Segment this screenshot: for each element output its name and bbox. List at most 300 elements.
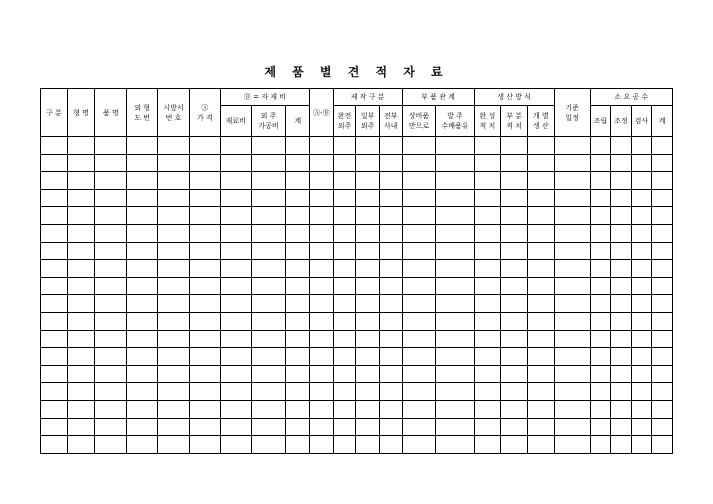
table-cell[interactable] [127,348,158,366]
table-cell[interactable] [333,224,356,242]
table-cell[interactable] [41,189,68,207]
table-cell[interactable] [527,224,554,242]
table-cell[interactable] [402,172,436,190]
table-cell[interactable] [631,383,652,401]
table-cell[interactable] [436,383,474,401]
table-cell[interactable] [436,277,474,295]
table-cell[interactable] [158,242,190,260]
table-cell[interactable] [333,242,356,260]
table-cell[interactable] [189,330,220,348]
table-cell[interactable] [402,189,436,207]
table-cell[interactable] [356,189,380,207]
table-cell[interactable] [310,260,334,278]
table-cell[interactable] [611,365,632,383]
table-cell[interactable] [251,436,286,454]
table-cell[interactable] [251,242,286,260]
table-cell[interactable] [554,242,590,260]
table-cell[interactable] [310,348,334,366]
table-cell[interactable] [310,172,334,190]
table-cell[interactable] [220,277,251,295]
table-cell[interactable] [251,400,286,418]
table-cell[interactable] [67,137,95,155]
table-cell[interactable] [501,207,528,225]
table-cell[interactable] [286,383,310,401]
table-cell[interactable] [611,154,632,172]
table-cell[interactable] [158,189,190,207]
table-cell[interactable] [220,137,251,155]
table-cell[interactable] [127,383,158,401]
table-cell[interactable] [220,260,251,278]
table-cell[interactable] [158,154,190,172]
table-cell[interactable] [67,189,95,207]
table-cell[interactable] [67,365,95,383]
table-cell[interactable] [590,348,611,366]
table-cell[interactable] [127,365,158,383]
table-cell[interactable] [158,400,190,418]
table-cell[interactable] [158,383,190,401]
table-cell[interactable] [402,312,436,330]
table-cell[interactable] [474,224,501,242]
table-cell[interactable] [251,154,286,172]
table-cell[interactable] [474,312,501,330]
table-cell[interactable] [474,207,501,225]
table-cell[interactable] [189,295,220,313]
table-cell[interactable] [95,224,127,242]
table-cell[interactable] [189,418,220,436]
table-cell[interactable] [379,260,402,278]
table-cell[interactable] [67,207,95,225]
table-cell[interactable] [220,189,251,207]
table-cell[interactable] [652,154,673,172]
table-cell[interactable] [189,436,220,454]
table-cell[interactable] [356,154,380,172]
table-cell[interactable] [652,242,673,260]
table-cell[interactable] [286,172,310,190]
table-cell[interactable] [402,365,436,383]
table-cell[interactable] [67,277,95,295]
table-cell[interactable] [527,189,554,207]
table-cell[interactable] [41,383,68,401]
table-cell[interactable] [67,383,95,401]
table-cell[interactable] [220,154,251,172]
table-cell[interactable] [436,295,474,313]
table-cell[interactable] [527,260,554,278]
table-cell[interactable] [402,277,436,295]
table-cell[interactable] [251,348,286,366]
table-cell[interactable] [127,436,158,454]
table-cell[interactable] [95,400,127,418]
table-cell[interactable] [379,242,402,260]
table-cell[interactable] [67,348,95,366]
table-cell[interactable] [554,348,590,366]
table-cell[interactable] [474,400,501,418]
table-cell[interactable] [474,189,501,207]
table-cell[interactable] [158,172,190,190]
table-cell[interactable] [189,207,220,225]
table-cell[interactable] [333,418,356,436]
table-cell[interactable] [333,207,356,225]
table-cell[interactable] [611,207,632,225]
table-cell[interactable] [590,154,611,172]
table-cell[interactable] [333,400,356,418]
table-cell[interactable] [189,189,220,207]
table-cell[interactable] [527,418,554,436]
table-cell[interactable] [41,277,68,295]
table-cell[interactable] [631,400,652,418]
table-cell[interactable] [474,154,501,172]
table-cell[interactable] [67,172,95,190]
table-cell[interactable] [158,137,190,155]
table-cell[interactable] [95,295,127,313]
table-cell[interactable] [286,189,310,207]
table-cell[interactable] [67,260,95,278]
table-cell[interactable] [127,224,158,242]
table-cell[interactable] [554,189,590,207]
table-cell[interactable] [652,365,673,383]
table-cell[interactable] [611,242,632,260]
table-cell[interactable] [379,137,402,155]
table-cell[interactable] [527,137,554,155]
table-cell[interactable] [527,400,554,418]
table-cell[interactable] [189,260,220,278]
table-cell[interactable] [652,189,673,207]
table-cell[interactable] [590,260,611,278]
table-cell[interactable] [527,383,554,401]
table-cell[interactable] [220,330,251,348]
table-cell[interactable] [158,418,190,436]
table-cell[interactable] [631,154,652,172]
table-cell[interactable] [333,260,356,278]
table-cell[interactable] [611,312,632,330]
table-cell[interactable] [436,418,474,436]
table-cell[interactable] [590,418,611,436]
table-cell[interactable] [501,189,528,207]
table-cell[interactable] [379,418,402,436]
table-cell[interactable] [95,418,127,436]
table-cell[interactable] [611,137,632,155]
table-cell[interactable] [527,172,554,190]
table-cell[interactable] [554,172,590,190]
table-cell[interactable] [95,189,127,207]
table-cell[interactable] [554,365,590,383]
table-cell[interactable] [251,312,286,330]
table-cell[interactable] [158,365,190,383]
table-cell[interactable] [379,207,402,225]
table-cell[interactable] [631,295,652,313]
table-cell[interactable] [95,242,127,260]
table-cell[interactable] [436,365,474,383]
table-cell[interactable] [379,189,402,207]
table-cell[interactable] [127,277,158,295]
table-cell[interactable] [474,418,501,436]
table-cell[interactable] [286,312,310,330]
table-cell[interactable] [41,224,68,242]
table-cell[interactable] [333,154,356,172]
table-cell[interactable] [310,277,334,295]
table-cell[interactable] [41,242,68,260]
table-cell[interactable] [251,189,286,207]
table-cell[interactable] [527,436,554,454]
table-cell[interactable] [527,207,554,225]
table-cell[interactable] [501,224,528,242]
table-cell[interactable] [158,348,190,366]
table-cell[interactable] [402,383,436,401]
table-cell[interactable] [251,172,286,190]
table-cell[interactable] [220,242,251,260]
table-cell[interactable] [436,348,474,366]
table-cell[interactable] [189,242,220,260]
table-cell[interactable] [158,295,190,313]
table-cell[interactable] [67,400,95,418]
table-cell[interactable] [356,172,380,190]
table-cell[interactable] [652,330,673,348]
table-cell[interactable] [333,277,356,295]
table-cell[interactable] [356,277,380,295]
table-cell[interactable] [333,436,356,454]
table-cell[interactable] [95,154,127,172]
table-cell[interactable] [189,224,220,242]
table-cell[interactable] [41,418,68,436]
table-cell[interactable] [379,330,402,348]
table-cell[interactable] [501,172,528,190]
table-cell[interactable] [127,260,158,278]
table-cell[interactable] [474,277,501,295]
table-cell[interactable] [652,260,673,278]
table-cell[interactable] [127,295,158,313]
table-cell[interactable] [356,330,380,348]
table-cell[interactable] [220,224,251,242]
table-cell[interactable] [251,277,286,295]
table-cell[interactable] [611,224,632,242]
table-cell[interactable] [590,189,611,207]
table-cell[interactable] [501,400,528,418]
table-cell[interactable] [67,295,95,313]
table-cell[interactable] [67,224,95,242]
table-cell[interactable] [474,436,501,454]
table-cell[interactable] [333,137,356,155]
table-cell[interactable] [189,172,220,190]
table-cell[interactable] [220,295,251,313]
table-cell[interactable] [286,277,310,295]
table-cell[interactable] [220,172,251,190]
table-cell[interactable] [436,207,474,225]
table-cell[interactable] [41,207,68,225]
table-cell[interactable] [554,137,590,155]
table-cell[interactable] [501,418,528,436]
table-cell[interactable] [402,348,436,366]
table-cell[interactable] [611,383,632,401]
table-cell[interactable] [310,312,334,330]
table-cell[interactable] [189,400,220,418]
table-cell[interactable] [356,207,380,225]
table-cell[interactable] [501,348,528,366]
table-cell[interactable] [95,260,127,278]
table-cell[interactable] [286,242,310,260]
table-cell[interactable] [436,400,474,418]
table-cell[interactable] [310,224,334,242]
table-cell[interactable] [310,436,334,454]
table-cell[interactable] [501,330,528,348]
table-cell[interactable] [379,277,402,295]
table-cell[interactable] [286,330,310,348]
table-cell[interactable] [189,277,220,295]
table-cell[interactable] [333,365,356,383]
table-cell[interactable] [474,137,501,155]
table-cell[interactable] [611,260,632,278]
table-cell[interactable] [501,154,528,172]
table-cell[interactable] [356,242,380,260]
table-cell[interactable] [286,295,310,313]
table-cell[interactable] [652,277,673,295]
table-cell[interactable] [95,207,127,225]
table-cell[interactable] [310,383,334,401]
table-cell[interactable] [554,207,590,225]
table-cell[interactable] [158,277,190,295]
table-cell[interactable] [436,154,474,172]
table-cell[interactable] [474,365,501,383]
table-cell[interactable] [379,224,402,242]
table-cell[interactable] [402,295,436,313]
table-cell[interactable] [189,383,220,401]
table-cell[interactable] [356,418,380,436]
table-cell[interactable] [379,400,402,418]
table-cell[interactable] [67,154,95,172]
table-cell[interactable] [220,365,251,383]
table-cell[interactable] [590,207,611,225]
table-cell[interactable] [379,436,402,454]
table-cell[interactable] [436,224,474,242]
table-cell[interactable] [590,383,611,401]
table-cell[interactable] [590,365,611,383]
table-cell[interactable] [95,365,127,383]
table-cell[interactable] [402,242,436,260]
table-cell[interactable] [590,436,611,454]
table-cell[interactable] [127,312,158,330]
table-cell[interactable] [220,383,251,401]
table-cell[interactable] [527,295,554,313]
table-cell[interactable] [590,295,611,313]
table-cell[interactable] [158,207,190,225]
table-cell[interactable] [527,312,554,330]
table-cell[interactable] [402,260,436,278]
table-cell[interactable] [652,400,673,418]
table-cell[interactable] [501,260,528,278]
table-cell[interactable] [127,330,158,348]
table-cell[interactable] [631,436,652,454]
table-cell[interactable] [95,172,127,190]
table-cell[interactable] [611,189,632,207]
table-cell[interactable] [189,312,220,330]
table-cell[interactable] [127,154,158,172]
table-cell[interactable] [631,365,652,383]
table-cell[interactable] [402,436,436,454]
table-cell[interactable] [631,207,652,225]
table-cell[interactable] [554,436,590,454]
table-cell[interactable] [356,400,380,418]
table-cell[interactable] [158,224,190,242]
table-cell[interactable] [631,260,652,278]
table-cell[interactable] [501,242,528,260]
table-cell[interactable] [611,277,632,295]
table-cell[interactable] [474,260,501,278]
table-cell[interactable] [251,207,286,225]
table-cell[interactable] [590,242,611,260]
table-cell[interactable] [474,172,501,190]
table-cell[interactable] [127,400,158,418]
table-cell[interactable] [356,137,380,155]
table-cell[interactable] [310,189,334,207]
table-cell[interactable] [95,312,127,330]
table-cell[interactable] [474,330,501,348]
table-cell[interactable] [474,295,501,313]
table-cell[interactable] [41,400,68,418]
table-cell[interactable] [67,242,95,260]
table-cell[interactable] [611,400,632,418]
table-cell[interactable] [286,400,310,418]
table-cell[interactable] [590,277,611,295]
table-cell[interactable] [127,207,158,225]
table-cell[interactable] [652,295,673,313]
table-cell[interactable] [310,295,334,313]
table-cell[interactable] [220,400,251,418]
table-cell[interactable] [310,418,334,436]
table-cell[interactable] [251,137,286,155]
table-cell[interactable] [402,224,436,242]
table-cell[interactable] [356,224,380,242]
table-cell[interactable] [554,277,590,295]
table-cell[interactable] [310,330,334,348]
table-cell[interactable] [41,172,68,190]
table-cell[interactable] [310,242,334,260]
table-cell[interactable] [189,348,220,366]
table-cell[interactable] [379,312,402,330]
table-cell[interactable] [652,172,673,190]
table-cell[interactable] [41,348,68,366]
table-cell[interactable] [554,330,590,348]
table-cell[interactable] [333,330,356,348]
table-cell[interactable] [41,330,68,348]
table-cell[interactable] [95,137,127,155]
table-cell[interactable] [501,436,528,454]
table-cell[interactable] [158,330,190,348]
table-cell[interactable] [251,418,286,436]
table-cell[interactable] [158,312,190,330]
table-cell[interactable] [41,137,68,155]
table-cell[interactable] [554,383,590,401]
table-cell[interactable] [310,137,334,155]
table-cell[interactable] [631,418,652,436]
table-cell[interactable] [611,172,632,190]
table-cell[interactable] [286,260,310,278]
table-cell[interactable] [527,330,554,348]
table-cell[interactable] [95,383,127,401]
table-cell[interactable] [631,330,652,348]
table-cell[interactable] [356,312,380,330]
table-cell[interactable] [286,154,310,172]
table-cell[interactable] [590,224,611,242]
table-cell[interactable] [379,295,402,313]
table-cell[interactable] [631,277,652,295]
table-cell[interactable] [631,224,652,242]
table-cell[interactable] [501,365,528,383]
table-cell[interactable] [501,295,528,313]
table-cell[interactable] [67,330,95,348]
table-cell[interactable] [501,312,528,330]
table-cell[interactable] [127,418,158,436]
table-cell[interactable] [356,348,380,366]
table-cell[interactable] [158,436,190,454]
table-cell[interactable] [333,172,356,190]
